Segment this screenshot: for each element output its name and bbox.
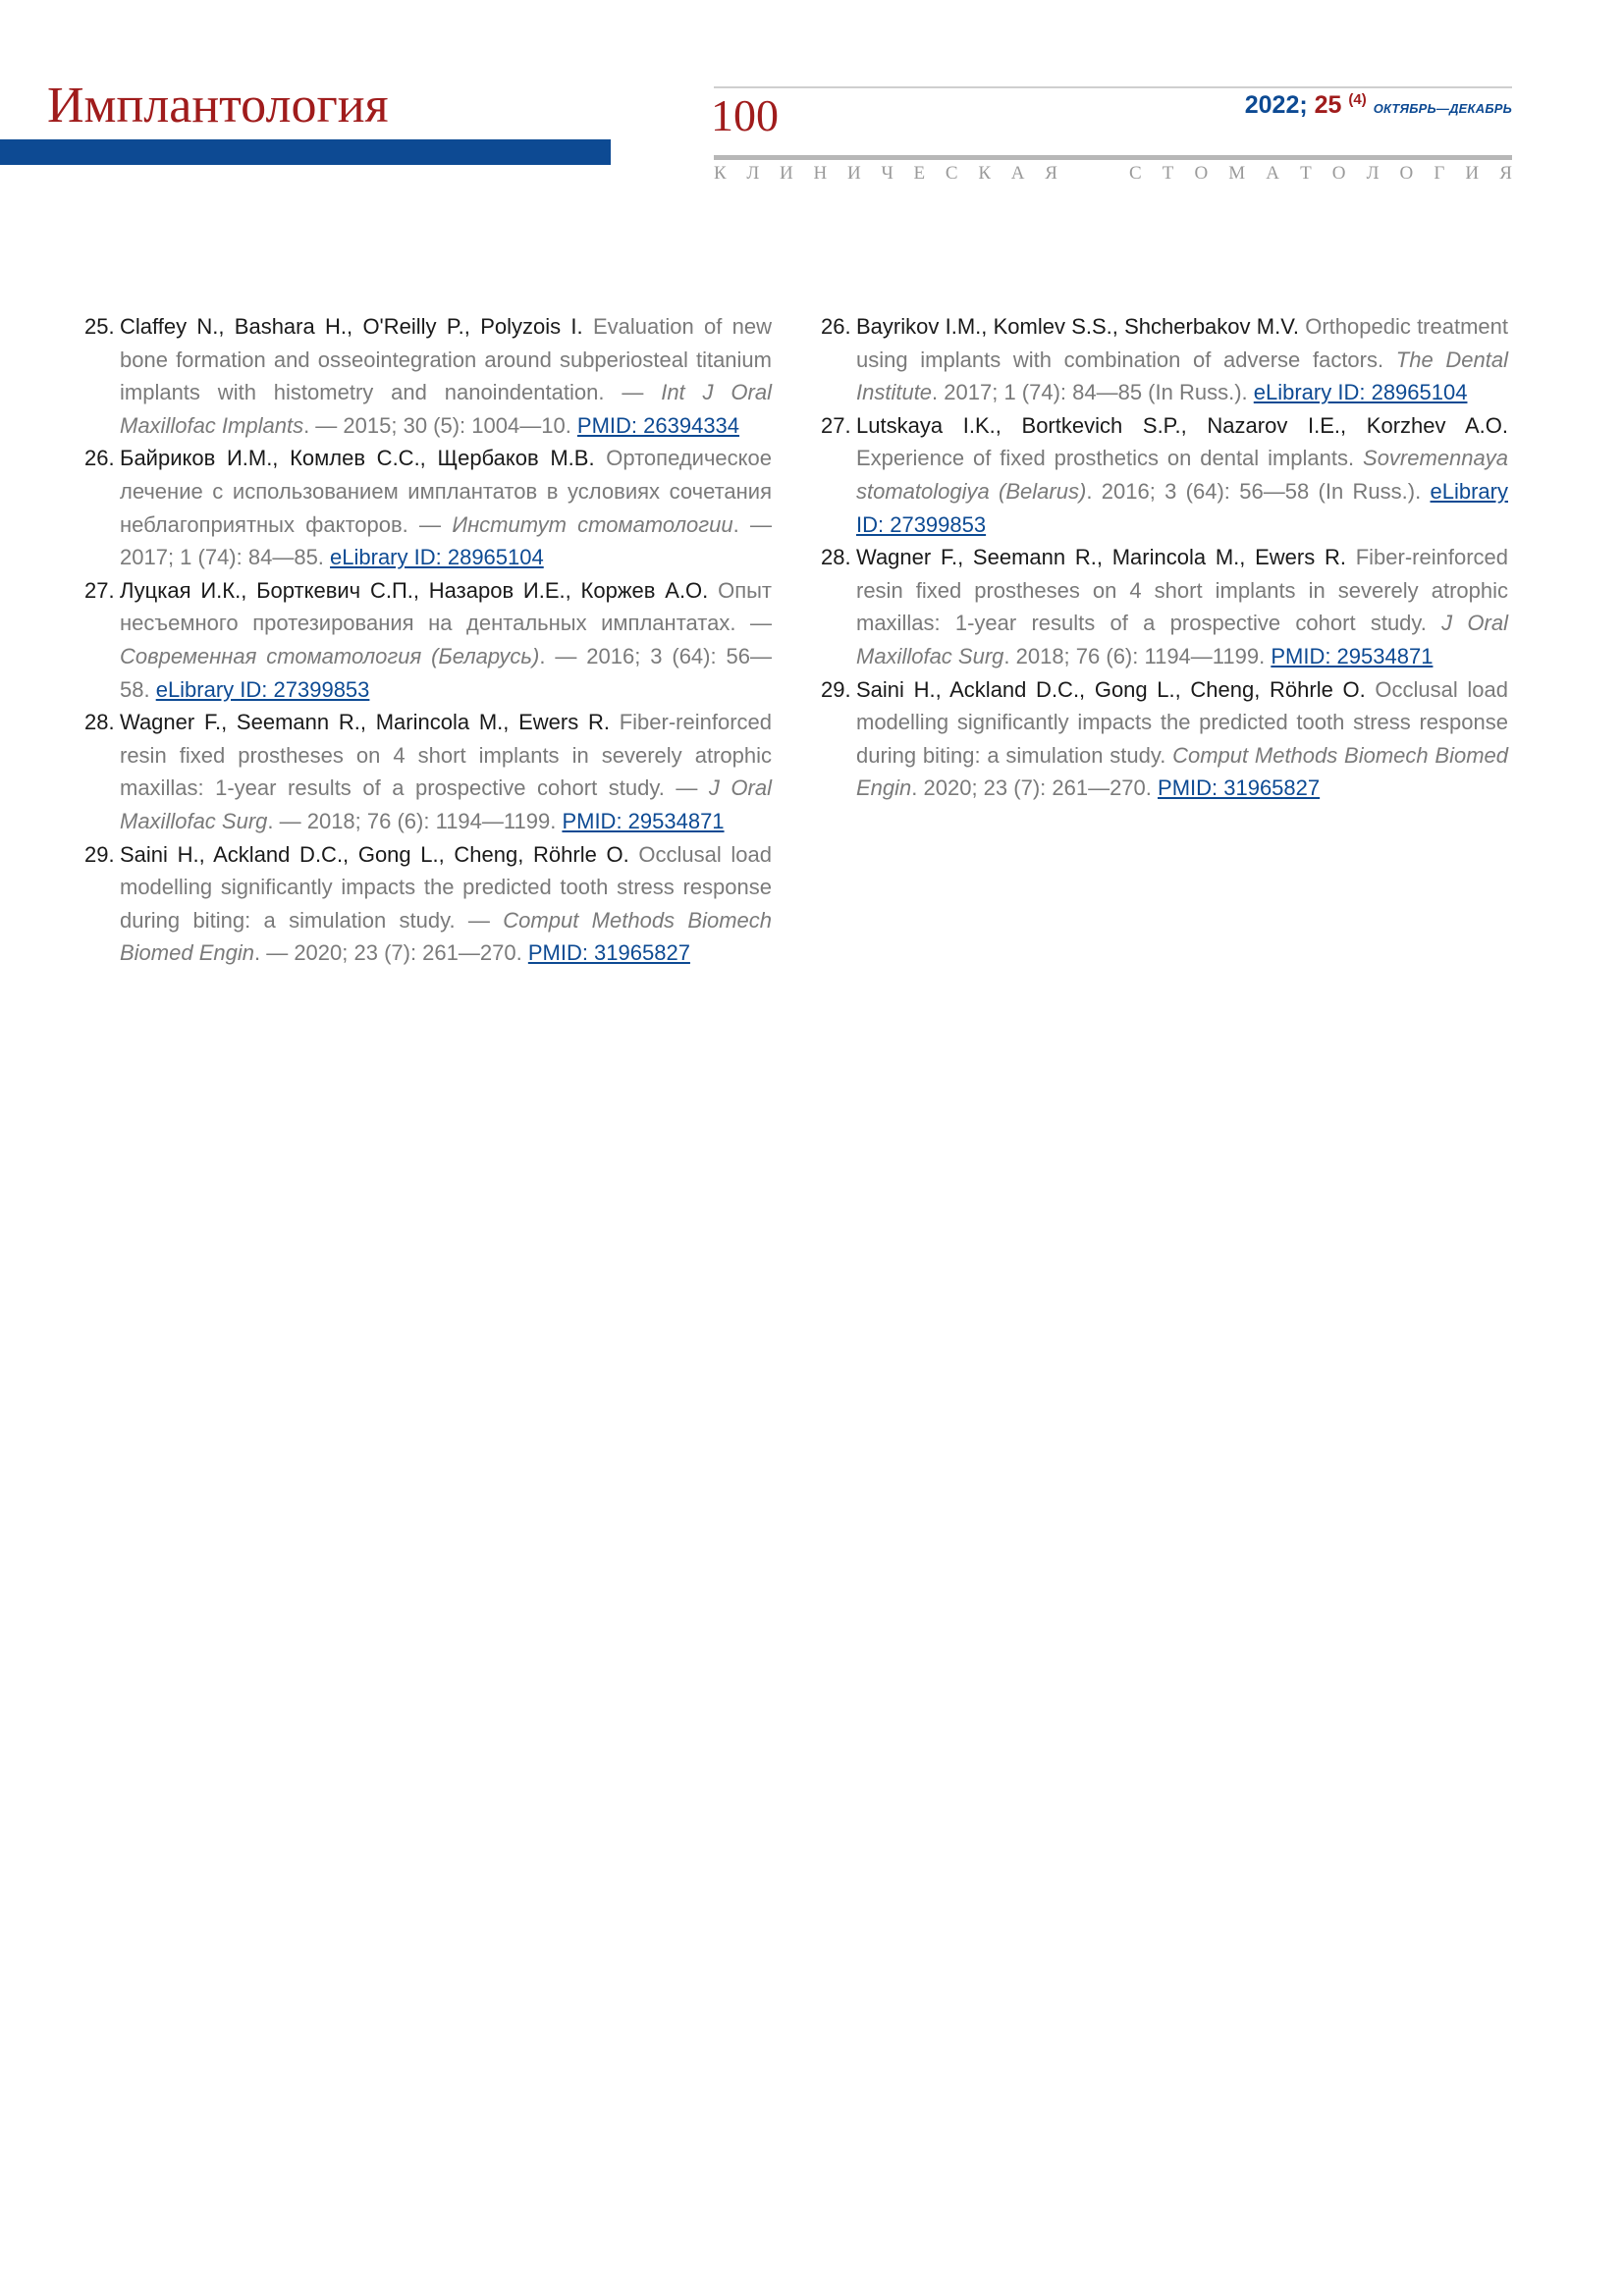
reference-item xyxy=(84,838,772,970)
section-color-bar xyxy=(0,139,611,165)
journal-letter: О xyxy=(1399,163,1414,184)
reference-number: 27. xyxy=(821,412,851,438)
reference-details: . — 2016; 3 (64): 56—58. xyxy=(120,643,772,702)
reference-number: 29. xyxy=(821,676,851,702)
reference-item xyxy=(821,310,1508,409)
journal-letter: Н xyxy=(813,163,828,184)
reference-authors: Луцкая И.К., Борткевич С.П., Назаров И.Е., Коржев А.О. xyxy=(120,577,709,603)
reference-item xyxy=(821,541,1508,672)
reference-authors: Lutskaya I.K., Bortkevich S.P., Nazarov I.E., Korzhev A.O. xyxy=(856,412,1508,438)
section-title: Имплантология xyxy=(47,78,389,133)
issue-months: ОКТЯБРЬ—ДЕКАБРЬ xyxy=(1373,101,1512,116)
reference-details: . — 2015; 30 (5): 1004—10. xyxy=(303,412,577,438)
reference-number: 28. xyxy=(821,545,851,570)
reference-details: . — 2018; 76 (6): 1194—1199. xyxy=(267,808,563,833)
journal-letter: Л xyxy=(746,163,760,184)
header-top-rule xyxy=(714,86,1512,88)
reference-link[interactable]: PMID: 29534871 xyxy=(562,808,725,833)
reference-authors: Байриков И.М., Комлев С.С., Щербаков М.В. xyxy=(120,446,595,471)
journal-letter: А xyxy=(1266,163,1279,184)
reference-journal: Int J Oral Maxillofac Implants xyxy=(120,380,772,438)
reference-authors: Saini H., Ackland D.C., Gong L., Cheng, Röhrle O. xyxy=(120,841,629,867)
issue-number: (4) xyxy=(1348,91,1367,108)
reference-link[interactable]: eLibrary ID: 27399853 xyxy=(155,676,370,702)
reference-journal: The Dental Institute xyxy=(856,347,1508,405)
reference-authors: Wagner F., Seemann R., Marincola M., Ewers R. xyxy=(120,710,610,735)
reference-journal: Comput Methods Biomech Biomed Engin xyxy=(120,907,772,966)
journal-letter: К xyxy=(978,163,991,184)
reference-link[interactable]: eLibrary ID: 28965104 xyxy=(330,545,544,570)
reference-number: 25. xyxy=(84,314,115,339)
reference-item xyxy=(821,409,1508,541)
reference-journal: Comput Methods Biomech Biomed Engin xyxy=(856,742,1509,801)
reference-title: Опыт несъемного протезирования на дентальных имплантатах. — xyxy=(120,577,772,636)
reference-authors: Saini H., Ackland D.C., Gong L., Cheng, Röhrle O. xyxy=(856,676,1366,702)
journal-name xyxy=(714,163,1512,185)
journal-word-1 xyxy=(714,163,1057,185)
reference-number: 27. xyxy=(84,577,115,603)
references-column-left xyxy=(84,310,772,970)
issue-year: 2022; xyxy=(1244,91,1308,119)
journal-letter: А xyxy=(1010,163,1025,184)
reference-journal: Современная стоматология (Беларусь) xyxy=(120,643,540,668)
reference-journal: J Oral Maxillofac Surg xyxy=(856,611,1508,668)
journal-letter: С xyxy=(945,163,958,184)
reference-journal: J Oral Maxillofac Surg xyxy=(120,775,772,833)
journal-letter: Л xyxy=(1366,163,1380,184)
reference-link[interactable]: eLibrary ID: 27399853 xyxy=(856,478,1508,537)
header-gray-rule xyxy=(714,155,1512,160)
reference-title: Orthopedic treatment using implants with combination of adverse factors. xyxy=(856,314,1509,372)
journal-letter: О xyxy=(1331,163,1346,184)
reference-title: Experience of fixed prosthetics on dental implants. xyxy=(856,446,1364,471)
reference-journal: Sovremennaya stomatologiya (Belarus) xyxy=(856,446,1508,504)
journal-letter: С xyxy=(1129,163,1142,184)
reference-number: 29. xyxy=(84,841,115,867)
reference-title: Fiber-reinforced resin fixed prostheses on 4 short implants in severely atrophic maxillas: 1-year results of a prospective cohort study. xyxy=(856,545,1509,636)
reference-authors: Wagner F., Seemann R., Marincola M., Ewers R. xyxy=(856,545,1346,570)
reference-title: Ортопедическое лечение с использованием имплантатов в условиях сочетания неблагоприятных факторов. — xyxy=(120,446,773,537)
issue-info xyxy=(1245,92,1512,118)
reference-title: Fiber-reinforced resin fixed prostheses on 4 short implants in severely atrophic maxillas: 1-year results of a prospective cohort study. — xyxy=(120,710,773,801)
journal-letter: Ч xyxy=(881,163,893,184)
journal-letter: Т xyxy=(1300,163,1312,184)
journal-word-2 xyxy=(1129,163,1512,185)
reference-number: 26. xyxy=(821,314,851,339)
journal-letter: Я xyxy=(1045,163,1057,184)
reference-details: . — 2020; 23 (7): 261—270. xyxy=(253,940,528,966)
journal-letter: М xyxy=(1228,163,1246,184)
reference-authors: Bayrikov I.M., Komlev S.S., Shcherbakov M.V. xyxy=(856,314,1299,339)
reference-journal: Институт стоматологии xyxy=(452,511,733,537)
reference-item xyxy=(84,706,772,837)
reference-link[interactable]: eLibrary ID: 28965104 xyxy=(1253,380,1468,405)
reference-title: Occlusal load modelling significantly impacts the predicted tooth stress response during biting: a simulation study. xyxy=(856,676,1508,768)
reference-details: . — 2017; 1 (74): 84—85. xyxy=(120,511,772,570)
journal-letter: И xyxy=(1465,163,1480,184)
journal-letter: Г xyxy=(1434,163,1445,184)
journal-letter: И xyxy=(846,163,861,184)
journal-letter: И xyxy=(780,163,793,184)
reference-details: . 2016; 3 (64): 56—58 (In Russ.). xyxy=(1086,478,1431,504)
reference-number: 26. xyxy=(84,446,115,471)
reference-title: Occlusal load modelling significantly impacts the predicted tooth stress response during biting: a simulation study. — xyxy=(120,841,772,933)
reference-item xyxy=(84,310,772,442)
journal-letter: Я xyxy=(1499,163,1512,184)
references-column-right xyxy=(821,310,1508,805)
journal-letter: Е xyxy=(913,163,926,184)
reference-link[interactable]: PMID: 26394334 xyxy=(576,412,740,438)
reference-link[interactable]: PMID: 31965827 xyxy=(527,940,690,966)
reference-title: Evaluation of new bone formation and osseointegration around subperiosteal titanium implants with histometry and nanoindentation. — xyxy=(120,314,772,405)
reference-item xyxy=(84,574,772,706)
reference-item xyxy=(821,673,1508,805)
journal-letter: О xyxy=(1194,163,1209,184)
page-number: 100 xyxy=(711,90,779,140)
reference-details: . 2018; 76 (6): 1194—1199. xyxy=(1003,643,1272,668)
reference-item xyxy=(84,442,772,573)
reference-authors: Claffey N., Bashara H., O'Reilly P., Polyzois I. xyxy=(120,314,583,339)
reference-link[interactable]: PMID: 29534871 xyxy=(1271,643,1434,668)
journal-letter: К xyxy=(714,163,727,184)
reference-number: 28. xyxy=(84,710,115,735)
reference-link[interactable]: PMID: 31965827 xyxy=(1158,775,1321,801)
journal-letter: Т xyxy=(1162,163,1174,184)
reference-details: . 2020; 23 (7): 261—270. xyxy=(911,775,1159,801)
reference-details: . 2017; 1 (74): 84—85 (In Russ.). xyxy=(932,380,1254,405)
issue-volume: 25 xyxy=(1314,91,1342,119)
